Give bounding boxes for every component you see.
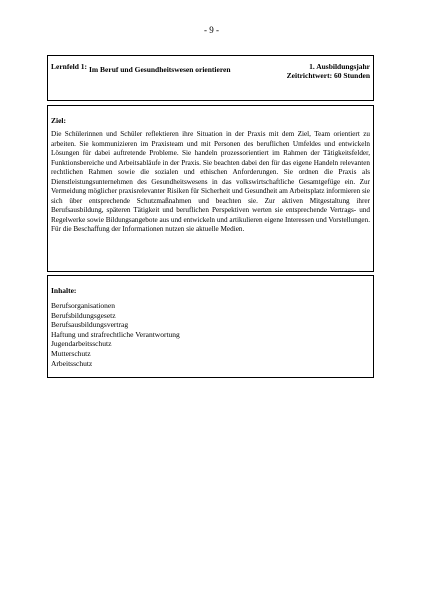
zeitrichtwert: Zeitrichtwert: 60 Stunden <box>286 71 370 80</box>
lernfeld-title: Im Beruf und Gesundheitswesen orientieren <box>89 65 231 74</box>
list-item: Arbeitsschutz <box>51 358 93 368</box>
inhalte-heading: Inhalte: <box>51 286 77 295</box>
lernfeld-meta <box>287 62 370 80</box>
inhalte-list <box>51 301 180 368</box>
list-item: Berufsbildungsgesetz <box>51 310 116 320</box>
ziel-heading: Ziel: <box>51 116 66 125</box>
lernfeld-label: Lernfeld 1: <box>51 62 88 71</box>
ausbildungsjahr: 1. Ausbildungsjahr <box>309 62 370 71</box>
ziel-text: Die Schülerinnen und Schüler reflektieren ihre Situation in der Praxis mit dem Ziel, Team orientiert zu arbeiten. Sie kommunizieren im Praxisteam und mit Personen des beruflichen Umfeldes und entwickeln Lösungen für dabei auftretende Probleme. Sie handeln prozessorientiert im Rahmen der Tätigkeitsfelder, Funktionsbereiche und Arbeitsabläufe in der Praxis. Sie beachten dabei den für das eigene Handeln relevanten rechtlichen Rahmen sowie die sozialen und ethischen Anforderungen. Sie ordnen die Praxis als Dienstleistungsunternehmen des Gesundheitswesens in das volkswirtschaftliche Gesamtgefüge ein. Zur Vermeidung möglicher praxisrelevanter Risiken für Sicherheit und Gesundheit am Arbeitsplatz informieren sie sich über entsprechende Schutzmaßnahmen und beachten sie. Zur aktiven Mitgestaltung ihrer Berufsausbildung, späteren Tätigkeit und beruflichen Perspektiven werten sie entsprechende Vertrags- und Regelwerke sowie Bildungsangebote aus und entwickeln und artikulieren eigene Interessen und Vorstellungen. Für die Beschaffung der Informationen nutzen sie aktuelle Medien. <box>51 130 370 233</box>
list-item: Haftung und strafrechtliche Verantwortung <box>51 329 180 339</box>
inhalte-section <box>47 275 374 378</box>
list-item: Jugendarbeitsschutz <box>51 339 112 349</box>
list-item: Mutterschutz <box>51 348 91 358</box>
list-item: Berufsorganisationen <box>51 301 116 310</box>
list-item: Berufsausbildungsvertrag <box>51 320 129 330</box>
lernfeld-header <box>47 55 374 101</box>
page-number: - 9 - <box>204 25 219 35</box>
ziel-section <box>47 105 374 272</box>
